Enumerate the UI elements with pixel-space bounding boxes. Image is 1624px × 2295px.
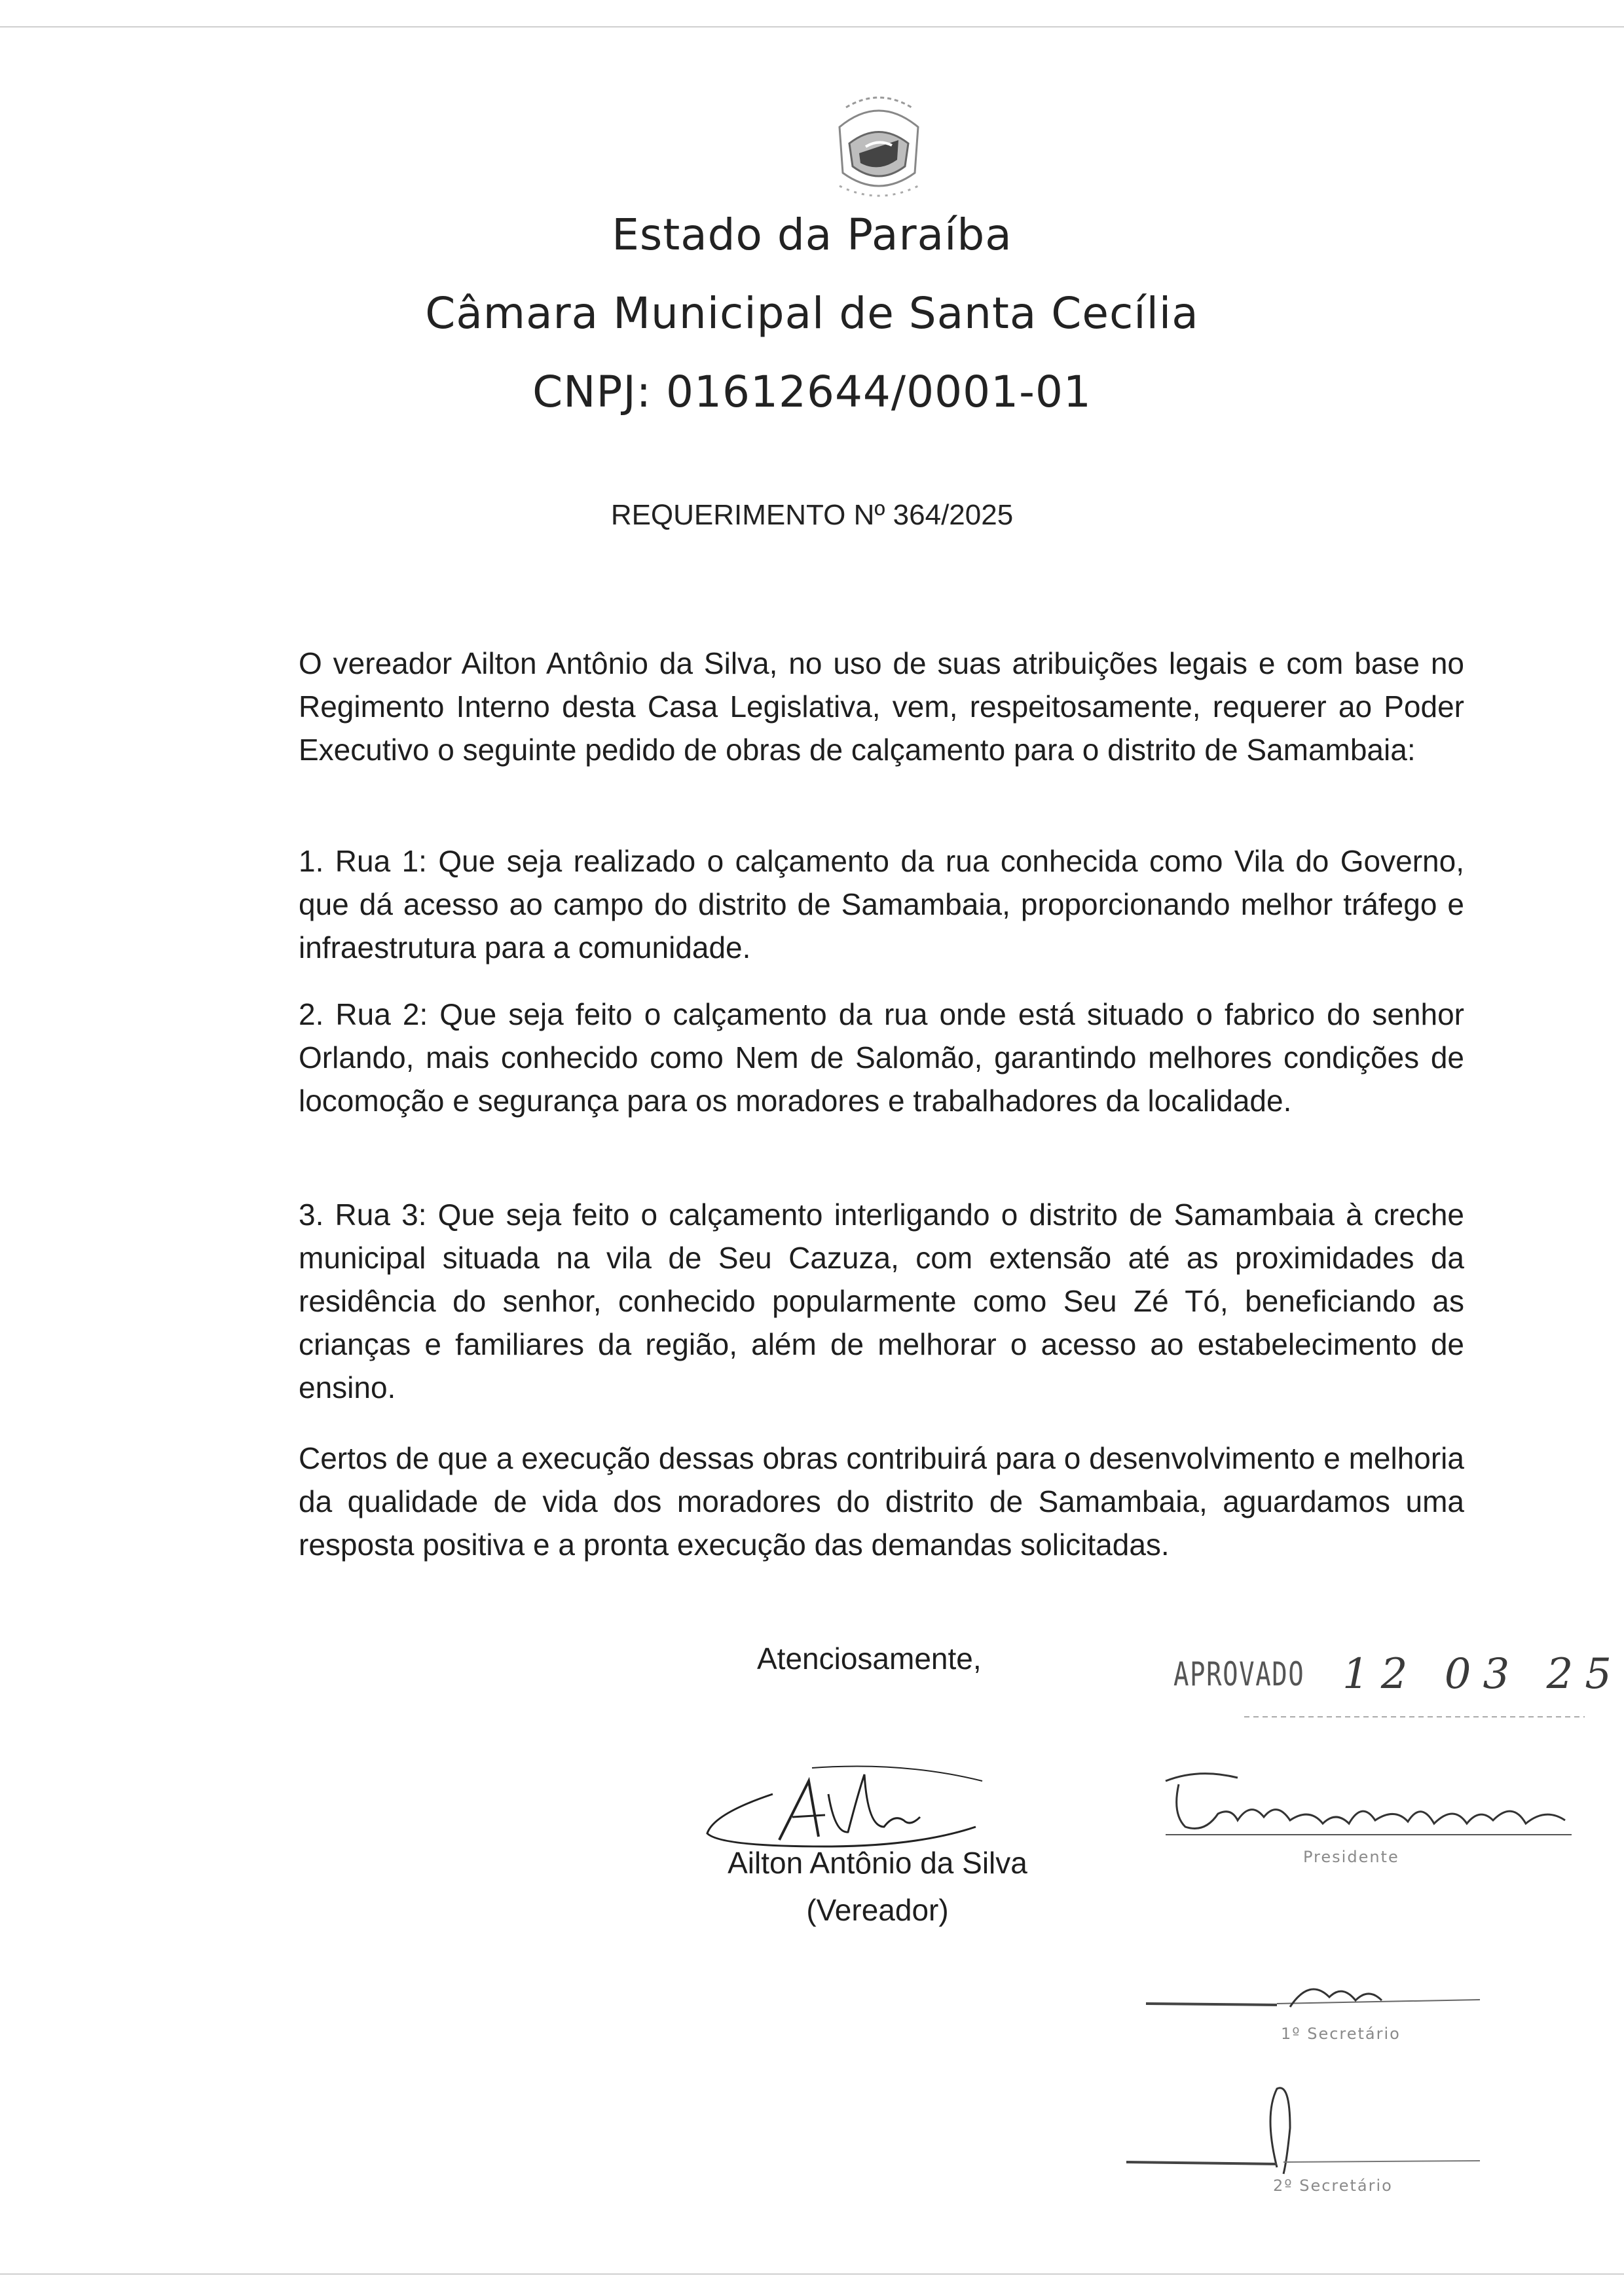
paragraph-closing: Certos de que a execução dessas obras contribuirá para o desenvolvimento e melhoria da qualidade de vida dos moradores do distrito de Samambaia, aguardamos uma resposta positiva e a pronta execução das demandas solicitadas.	[299, 1441, 1464, 1562]
paragraph-item-1: 1. Rua 1: Que seja realizado o calçamento da rua conhecida como Vila do Governo, que dá acesso ao campo do distrito de Samambaia, proporcionando melhor tráfego e infraestrutura para a comunidade.	[299, 844, 1464, 964]
second-secretary-signature	[1126, 2076, 1493, 2180]
approval-date: 12 03 25	[1342, 1650, 1623, 1698]
second-secretary-label: 2º Secretário	[1273, 2176, 1393, 2195]
paragraph-item-2: 2. Rua 2: Que seja feito o calçamento da rua onde está situado o fabrico do senhor Orlando, mais conhecido como Nem de Salomão, garantindo melhores condições de locomoção e segurança para os moradores e trabalhadores da localidade.	[299, 997, 1464, 1118]
approval-stamp: APROVADO	[1173, 1655, 1305, 1693]
coat-of-arms-seal	[820, 81, 938, 206]
scan-edge-top	[0, 26, 1624, 28]
president-label: Presidente	[1303, 1848, 1399, 1866]
first-secretary-label: 1º Secretário	[1281, 2025, 1401, 2043]
paragraph-intro: O vereador Ailton Antônio da Silva, no uso de suas atribuições legais e com base no Regimento Interno desta Casa Legislativa, vem, respeitosamente, requerer ao Poder Executivo o seguinte pedido de obras de calçamento para o distrito de Samambaia:	[299, 646, 1464, 767]
header-chamber: Câmara Municipal de Santa Cecília	[425, 288, 1199, 339]
closing-salutation: Atenciosamente,	[757, 1642, 982, 1676]
header-state: Estado da Paraíba	[612, 210, 1012, 260]
signer-role: (Vereador)	[806, 1893, 949, 1927]
president-signature	[1159, 1761, 1591, 1846]
approval-dashed-line	[1244, 1710, 1585, 1723]
header-cnpj: CNPJ: 01612644/0001-01	[532, 367, 1092, 417]
paragraph-item-3: 3. Rua 3: Que seja feito o calçamento interligando o distrito de Samambaia à creche municipal situada na vila de Seu Cazuza, com extensão até as proximidades da residência do senhor, conhecido popularmente como Seu Zé Tó, beneficiando as crianças e familiares da região, além de melhorar o acesso ao estabelecimento de ensino.	[299, 1198, 1464, 1405]
signer-name: Ailton Antônio da Silva	[728, 1846, 1027, 1880]
scan-edge-bottom	[0, 2273, 1624, 2275]
document-title: REQUERIMENTO Nº 364/2025	[610, 499, 1014, 531]
first-secretary-signature	[1146, 1971, 1486, 2030]
